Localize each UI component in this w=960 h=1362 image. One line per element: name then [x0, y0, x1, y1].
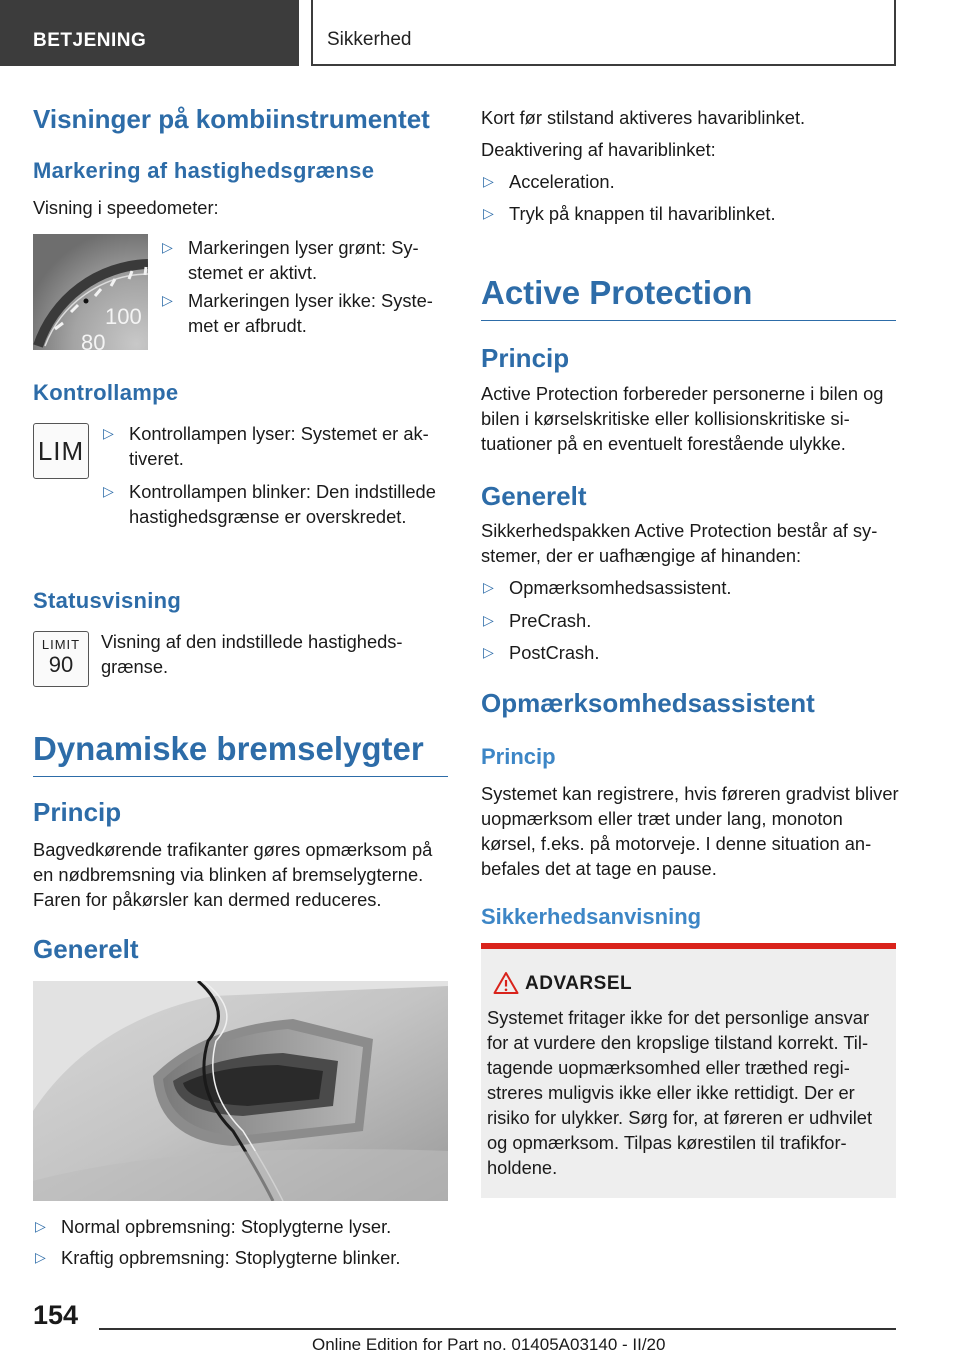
footer-divider [99, 1328, 896, 1330]
triangle-bullet-icon: ▷ [483, 612, 494, 628]
deakt-bullet-2: ▷ Tryk på knappen til havariblinket. [483, 203, 776, 224]
speedometer-number-100: 100 [105, 304, 142, 329]
warning-triangle-icon [493, 971, 519, 1000]
lim-indicator-icon: LIM [33, 423, 89, 479]
subtitle-generelt-right: Generelt [481, 481, 587, 511]
generelt-bullet-3: ▷ PostCrash. [483, 642, 600, 663]
triangle-bullet-icon: ▷ [483, 579, 494, 595]
chapter-dynamiske-bremselygter: Dynamiske bremselygter [33, 730, 448, 777]
triangle-bullet-icon: ▷ [483, 205, 494, 221]
title-visninger: Visninger på kombiinstrumentet [33, 104, 430, 134]
warning-title: ADVARSEL [525, 973, 633, 994]
speedo-bullet-2: ▷ Markeringen lyser ikke: Systemet er afbrudt. [162, 290, 433, 336]
chapter-active-protection: Active Protection [481, 274, 896, 321]
triangle-bullet-icon: ▷ [483, 173, 494, 189]
intro-text-2: Deaktivering af havariblinket: [481, 139, 716, 160]
speedometer-number-80: 80 [81, 330, 106, 350]
generelt-bullet-1: ▷ Opmærksomhedsassistent. [483, 577, 732, 598]
princip-text-right: Active Protection forbereder personerne i bilen og bilen i kørselskritiske eller kollisionskritiske situationer på en eventuelt forestående ulykke. [481, 383, 884, 454]
generelt-bullet-2: ▷ PreCrash. [483, 610, 592, 631]
minor-sikkerhedsanvisning: Sikkerhedsanvisning [481, 904, 702, 929]
header-chapter-label: Sikkerhed [327, 29, 412, 50]
deakt-bullet-1: ▷ Acceleration. [483, 171, 615, 192]
brake-bullet-1: ▷ Normal opbremsning: Stoplygterne lyser. [35, 1216, 392, 1237]
limit-90-icon: LIMIT 90 [33, 631, 89, 687]
header-chapter-tab [311, 0, 896, 66]
visning-speedometer-text: Visning i speedometer: [33, 197, 219, 218]
intro-text-1: Kort før stilstand aktiveres havariblinket. [481, 107, 806, 128]
header-section-label: BETJENING [33, 30, 147, 51]
footer-edition-text: Online Edition for Part no. 01405A03140 - II/20 [312, 1335, 666, 1354]
triangle-bullet-icon: ▷ [35, 1249, 46, 1265]
brake-bullet-2: ▷ Kraftig opbremsning: Stoplygterne blinker. [35, 1247, 401, 1268]
warning-box [481, 943, 896, 1198]
subtitle-princip-left: Princip [33, 797, 122, 827]
triangle-bullet-icon: ▷ [35, 1218, 46, 1234]
subtitle-kontrollampe: Kontrollampe [33, 380, 179, 405]
opm-text: Systemet kan registrere, hvis føreren gradvist bliver uopmærksom eller træt under lang, monoton kørsel, f.eks. på motorveje. I denne situation anbefales det at tage en pause. [481, 783, 899, 879]
triangle-bullet-icon: ▷ [162, 239, 173, 255]
triangle-bullet-icon: ▷ [162, 292, 173, 308]
princip-text-left: Bagvedkørende trafikanter gøres opmærksom på en nødbremsning via blinken af bremselygterne. Faren for påkørsler kan dermed reduceres. [33, 839, 433, 910]
speedo-bullet-1: ▷ Markeringen lyser grønt: Systemet er aktivt. [162, 237, 419, 283]
subtitle-markering: Markering af hastighedsgrænse [33, 158, 375, 183]
status-text: Visning af den indstillede hastighedsgrænse. [101, 631, 403, 677]
subtitle-princip-right: Princip [481, 343, 570, 373]
generelt-text: Sikkerhedspakken Active Protection består af systemer, der er uafhængige af hinanden: [481, 520, 878, 566]
brake-light-image [33, 981, 448, 1201]
triangle-bullet-icon: ▷ [103, 483, 114, 499]
subtitle-statusvisning: Statusvisning [33, 588, 182, 613]
subtitle-opmaerksomhedsassistent: Opmærksomhedsassistent [481, 688, 815, 718]
warning-text: Systemet fritager ikke for det personlige ansvar for at vurdere den kropslige tilstand korrekt. Tiltagende uopmærksomhed eller træthed registreres muligvis ikke eller ikke rettidigt. Der er risiko for ulykker. Sørg for, at føreren er udhvilet og opmærksom. Tilpas kørestilen til trafikforholdene. [487, 1007, 873, 1178]
header-section-tab [0, 0, 299, 66]
subtitle-generelt-left: Generelt [33, 934, 139, 964]
speedometer-image [33, 234, 148, 350]
page-number: 154 [33, 1300, 79, 1330]
minor-princip: Princip [481, 744, 556, 769]
kontrol-bullet-2: ▷ Kontrollampen blinker: Den indstillede hastighedsgrænse er overskredet. [103, 481, 436, 527]
kontrol-bullet-1: ▷ Kontrollampen lyser: Systemet er aktiveret. [103, 423, 429, 469]
triangle-bullet-icon: ▷ [483, 644, 494, 660]
triangle-bullet-icon: ▷ [103, 425, 114, 441]
